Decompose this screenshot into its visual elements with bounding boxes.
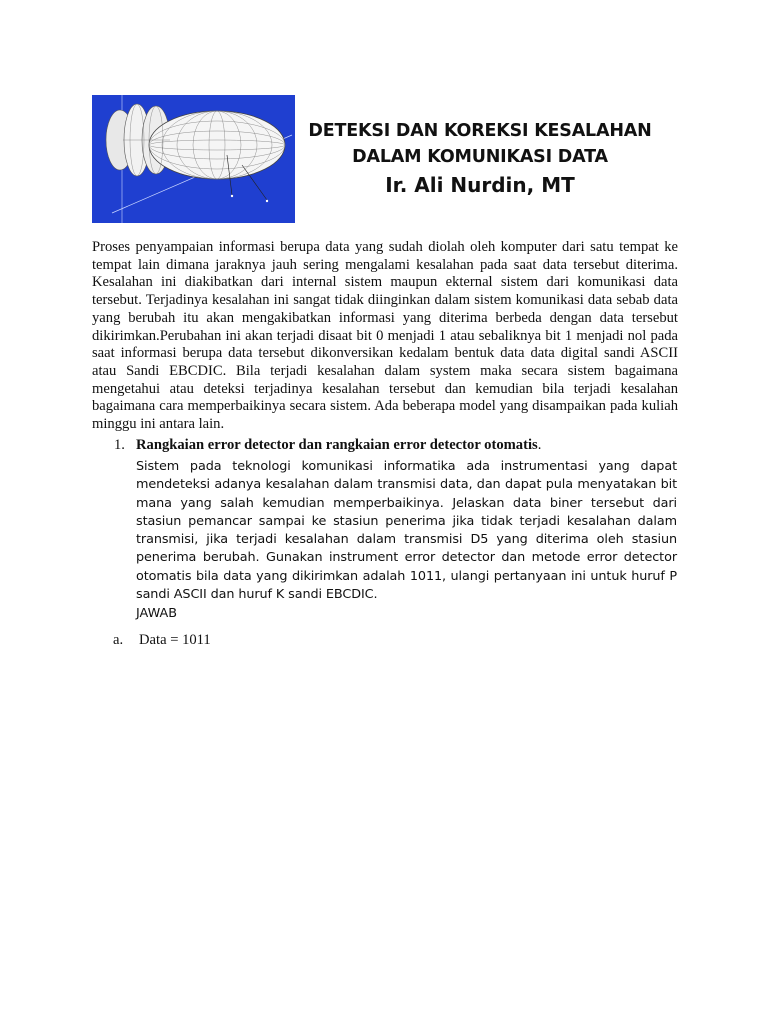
document-author: Ir. Ali Nurdin, MT: [385, 173, 575, 197]
document-title-line1: DETEKSI DAN KOREKSI KESALAHAN: [308, 121, 652, 141]
list-item-number: 1.: [114, 437, 125, 453]
list-item-heading-suffix: .: [537, 437, 542, 453]
antenna-radiation-pattern-image: [92, 95, 295, 223]
sub-item-letter: a.: [113, 632, 124, 648]
list-item-heading: [136, 436, 541, 454]
list-item-heading-text: Rangkaian error detector dan rangkaian error detector otomatis: [136, 437, 538, 453]
answer-label: JAWAB: [136, 606, 178, 621]
intro-paragraph: Proses penyampaian informasi berupa data yang sudah diolah oleh komputer dari satu tempat ke tempat lain dimana jaraknya jauh sering mengalami kesalahan pada saat data tersebut diterima. Kesalahan ini diakibatkan dari internal sistem maupun ekternal sistem dari komunikasi data tersebut. Terjadinya kesalahan ini sangat tidak diinginkan dalam sistem komunikasi data sebab data yang berubah itu akan mengakibatkan informasi yang diterima berbeda dengan data tersebut dikirimkan.Perubahan ini akan terjadi disaat bit 0 menjadi 1 atau sebaliknya bit 1 menjadi nol pada saat informasi berupa data tersebut dikonversikan kedalam bentuk data data digital sandi ASCII atau Sandi EBCDIC. Bila terjadi kesalahan dalam system maka secara sistem bagaimana mengetahui atau deteksi terjadinya kesalahan tersebut dan kemudian bila terjadi kesalahan bagaimana cara memperbaikinya secara sistem. Ada beberapa model yang disampaikan pada kuliah minggu ini antara lain.: [92, 239, 678, 433]
document-title-block: [300, 118, 660, 200]
list-item-body: Sistem pada teknologi komunikasi informatika ada instrumentasi yang dapat mendeteksi adanya kesalahan dalam transmisi data, dan dapat pula menyatakan bit mana yang salah kemudian memperbaikinya. Jelaskan data biner tersebut dari stasiun pemancar sampai ke stasiun penerima jika tidak terjadi kesalahan dalam transmisi, jika terjadi kesalahan dalam transmisi D5 yang diterima oleh stasiun penerima berubah. Gunakan instrument error detector dan metode error detector otomatis bila data yang dikirimkan adalah 1011, ulangi pertanyaan ini untuk huruf P sandi ASCII dan huruf K sandi EBCDIC.: [136, 459, 677, 603]
sub-item-text: Data = 1011: [139, 632, 211, 648]
document-title-line2: DALAM KOMUNIKASI DATA: [352, 147, 608, 167]
